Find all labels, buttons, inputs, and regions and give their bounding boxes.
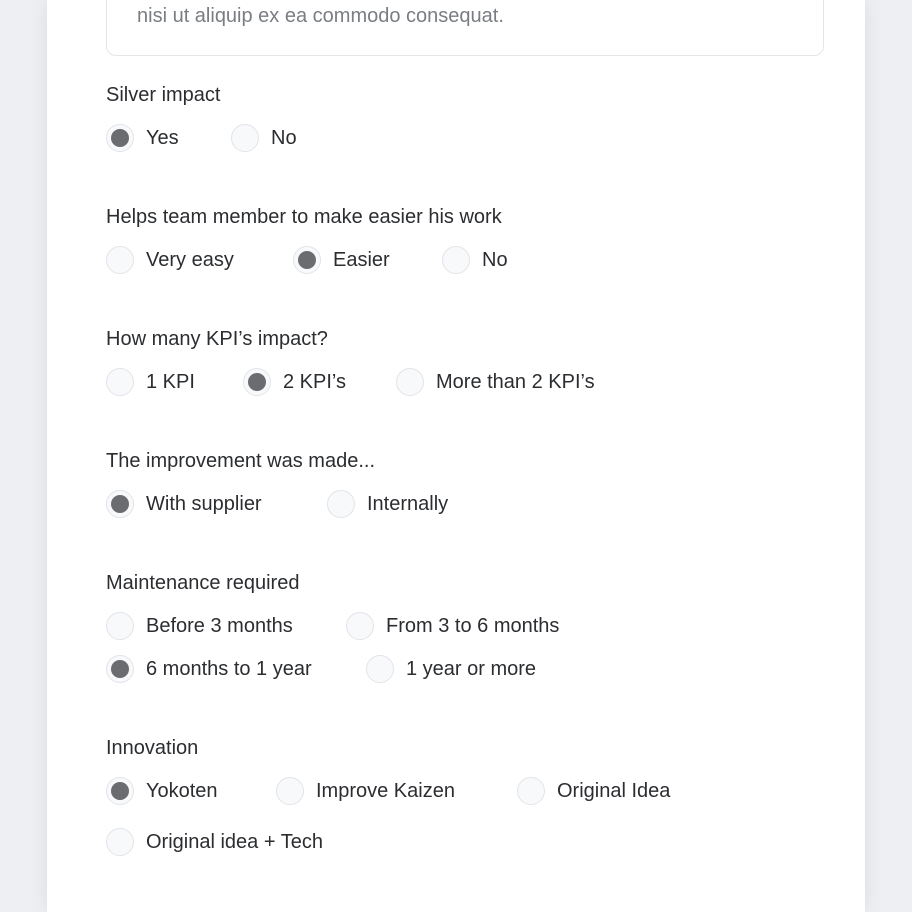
radio-option-original-idea-tech[interactable] [106, 828, 323, 856]
radio-button[interactable] [231, 124, 259, 152]
radio-option-label: Original idea + Tech [146, 830, 323, 853]
radio-option-1-kpi[interactable] [106, 368, 195, 396]
question-label: Silver impact [106, 84, 221, 106]
radio-option-original-idea[interactable] [517, 777, 670, 805]
radio-option-label: More than 2 KPI’s [436, 370, 595, 393]
radio-button[interactable] [442, 246, 470, 274]
radio-button[interactable] [346, 612, 374, 640]
question-label: Innovation [106, 737, 199, 759]
form-card [47, 0, 865, 912]
radio-option-label: No [271, 126, 297, 149]
radio-button[interactable] [106, 368, 134, 396]
radio-button-checked[interactable] [293, 246, 321, 274]
radio-option-1-year-or-more[interactable] [366, 655, 536, 683]
radio-option-label: Very easy [146, 248, 234, 271]
radio-option-no[interactable] [442, 246, 508, 274]
radio-option-label: Easier [333, 248, 390, 271]
radio-button[interactable] [276, 777, 304, 805]
radio-option-label: No [482, 248, 508, 271]
radio-option-before-3-months[interactable] [106, 612, 293, 640]
radio-button-checked[interactable] [106, 777, 134, 805]
radio-option-improve-kaizen[interactable] [276, 777, 455, 805]
question-label: The improvement was made... [106, 450, 375, 472]
question-label: How many KPI’s impact? [106, 328, 328, 350]
radio-button[interactable] [106, 246, 134, 274]
radio-option-label: Original Idea [557, 779, 671, 802]
radio-button-checked[interactable] [243, 368, 271, 396]
radio-option-yes[interactable] [106, 124, 179, 152]
radio-button[interactable] [366, 655, 394, 683]
radio-button-checked[interactable] [106, 124, 134, 152]
radio-option-more-than-2-kpis[interactable] [396, 368, 595, 396]
radio-option-no[interactable] [231, 124, 297, 152]
radio-option-label: Before 3 months [146, 614, 293, 637]
radio-button[interactable] [106, 828, 134, 856]
radio-option-label: Yes [146, 126, 179, 149]
radio-option-label: From 3 to 6 months [386, 614, 560, 637]
radio-option-6-months-to-1-year[interactable] [106, 655, 312, 683]
radio-option-with-supplier[interactable] [106, 490, 262, 518]
radio-option-label: 2 KPI’s [283, 370, 346, 393]
radio-option-label: Improve Kaizen [316, 779, 455, 802]
radio-option-2-kpis[interactable] [243, 368, 346, 396]
radio-option-very-easy[interactable] [106, 246, 234, 274]
radio-button-checked[interactable] [106, 655, 134, 683]
radio-option-yokoten[interactable] [106, 777, 218, 805]
radio-option-3-to-6-months[interactable] [346, 612, 559, 640]
radio-button[interactable] [396, 368, 424, 396]
description-textarea[interactable] [106, 0, 824, 56]
radio-option-internally[interactable] [327, 490, 448, 518]
question-label: Helps team member to make easier his work [106, 206, 502, 228]
radio-button[interactable] [517, 777, 545, 805]
radio-button[interactable] [327, 490, 355, 518]
radio-option-label: Internally [367, 492, 449, 515]
radio-button[interactable] [106, 612, 134, 640]
radio-option-label: 6 months to 1 year [146, 657, 312, 680]
radio-option-label: 1 KPI [146, 370, 195, 393]
radio-option-label: Yokoten [146, 779, 218, 802]
radio-option-label: With supplier [146, 492, 262, 515]
question-label: Maintenance required [106, 572, 300, 594]
description-text: nisi ut aliquip ex ea commodo consequat. [137, 5, 504, 27]
radio-option-easier[interactable] [293, 246, 390, 274]
radio-option-label: 1 year or more [406, 657, 537, 680]
radio-button-checked[interactable] [106, 490, 134, 518]
